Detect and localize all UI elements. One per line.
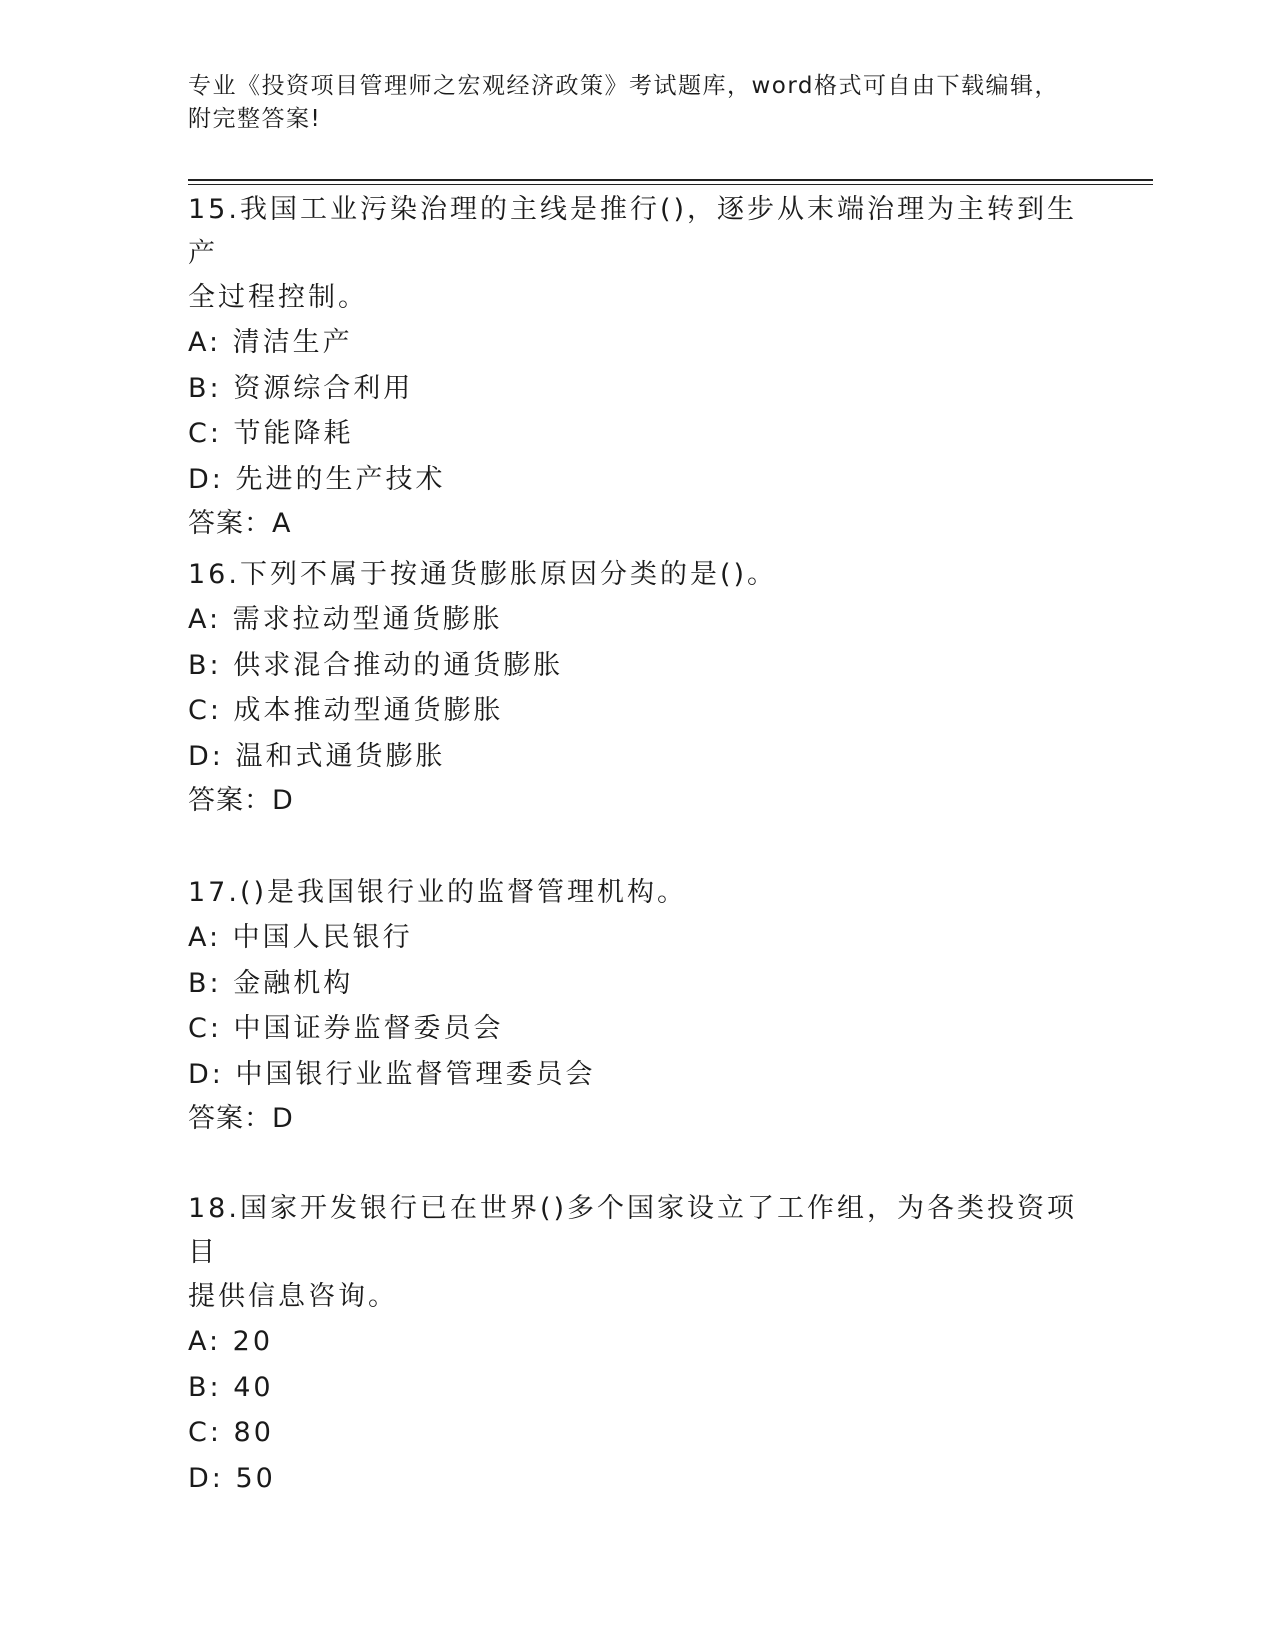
- question-16: [188, 553, 1088, 823]
- question-18: [188, 1187, 1088, 1501]
- answer-label: 答案：: [188, 785, 272, 816]
- header-divider-thick: [188, 179, 1153, 181]
- option-a: A: 中国人民银行: [188, 922, 413, 953]
- option-b: B: 40: [188, 1371, 274, 1403]
- question-stem-line-1: 17.()是我国银行业的监督管理机构。: [188, 877, 688, 908]
- option-a: A: 清洁生产: [188, 327, 353, 358]
- document-header: [188, 70, 1088, 136]
- header-line-2: 附完整答案!: [188, 106, 322, 132]
- answer-value: A: [272, 508, 292, 539]
- question-stem-line-1: 18.国家开发银行已在世界()多个国家设立了工作组，为各类投资项目: [188, 1193, 1078, 1268]
- option-c: C: 成本推动型通货膨胀: [188, 695, 504, 726]
- option-b: B: 供求混合推动的通货膨胀: [188, 649, 564, 681]
- option-c: C: 80: [188, 1417, 274, 1448]
- option-d: D: 先进的生产技术: [188, 463, 446, 495]
- answer-line: [188, 1097, 1088, 1141]
- option-d: D: 温和式通货膨胀: [188, 740, 446, 772]
- option-d: D: 中国银行业监督管理委员会: [188, 1058, 596, 1090]
- answer-line: [188, 502, 1088, 546]
- answer-label: 答案：: [188, 508, 272, 539]
- option-c: C: 中国证券监督委员会: [188, 1013, 504, 1044]
- question-15: [188, 188, 1088, 546]
- question-stem-line-1: 15.我国工业污染治理的主线是推行()，逐步从末端治理为主转到生产: [188, 194, 1078, 269]
- answer-value: D: [272, 1103, 294, 1134]
- option-b: B: 金融机构: [188, 967, 354, 999]
- header-divider-thin: [188, 184, 1153, 185]
- option-c: C: 节能降耗: [188, 418, 354, 449]
- question-17: [188, 871, 1088, 1141]
- question-stem-line-2: 全过程控制。: [188, 282, 368, 313]
- answer-label: 答案：: [188, 1103, 272, 1134]
- answer-value: D: [272, 785, 294, 816]
- question-stem-line-2: 提供信息咨询。: [188, 1281, 398, 1312]
- option-b: B: 资源综合利用: [188, 372, 414, 404]
- header-line-1: 专业《投资项目管理师之宏观经济政策》考试题库，word格式可自由下载编辑，: [188, 73, 1060, 99]
- answer-line: [188, 779, 1088, 823]
- question-stem-line-1: 16.下列不属于按通货膨胀原因分类的是()。: [188, 559, 778, 590]
- option-a: A: 需求拉动型通货膨胀: [188, 604, 503, 635]
- option-a: A: 20: [188, 1326, 274, 1357]
- option-d: D: 50: [188, 1462, 276, 1494]
